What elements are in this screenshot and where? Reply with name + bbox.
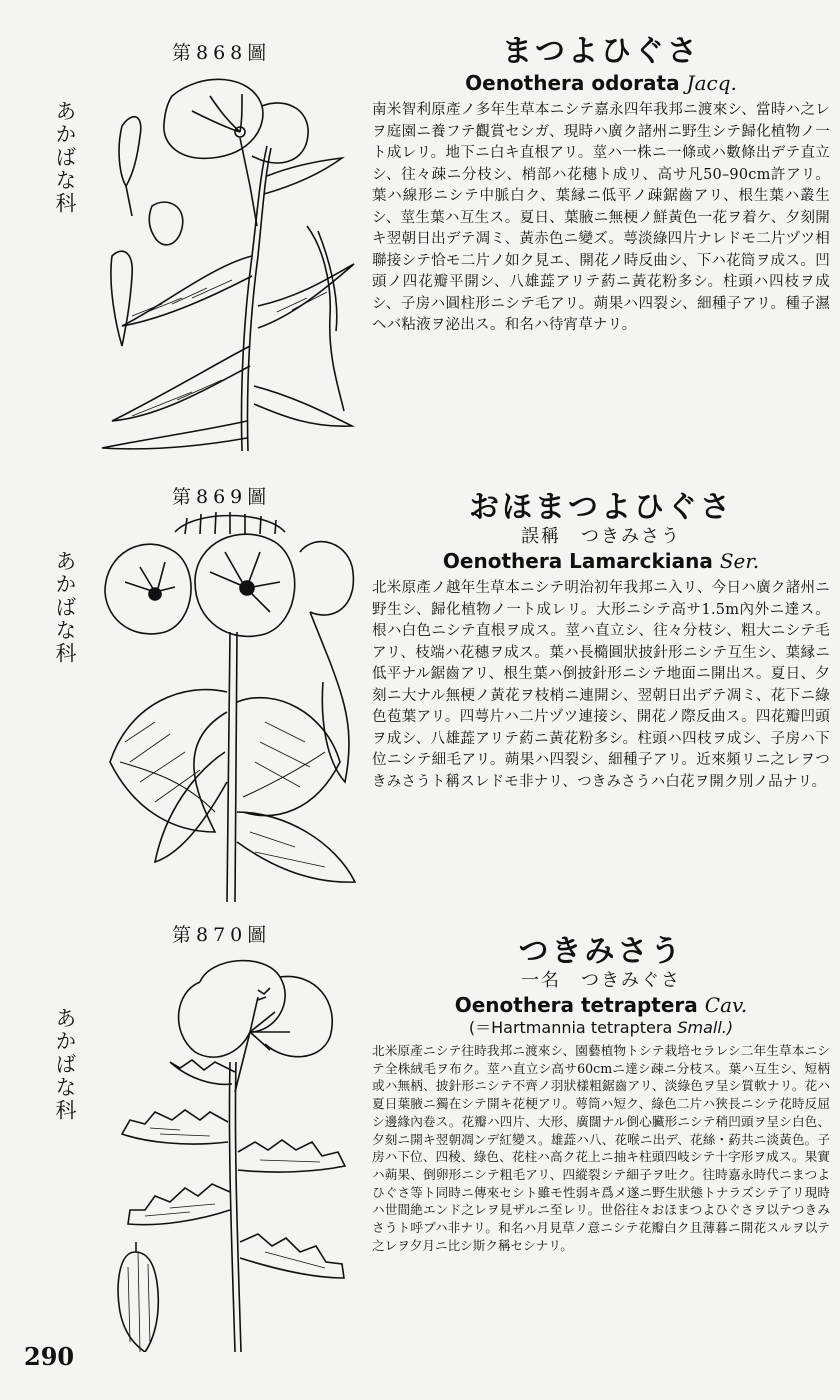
japanese-name: まつよひぐさ (502, 34, 700, 69)
alternate-name: 一名 つきみぐさ (521, 970, 681, 991)
page-number: 290 (24, 1342, 75, 1371)
entry-869 (0, 470, 840, 910)
japanese-name: つきみさう (518, 934, 684, 969)
scientific-name (372, 548, 830, 574)
plant-illustration (95, 512, 365, 902)
synonym-author: Small.) (677, 1018, 734, 1037)
japanese-name: おほまつよひぐさ (469, 490, 733, 525)
family-label: あかばな科 (53, 100, 77, 215)
genus-species: Oenothera Lamarckiana (442, 549, 713, 573)
entry-text (372, 490, 830, 793)
entry-870 (0, 912, 840, 1352)
author: Jacq. (686, 71, 737, 95)
plant-illustration (100, 952, 360, 1352)
genus-species: Oenothera tetraptera (454, 993, 698, 1017)
author: Cav. (704, 993, 748, 1017)
synonym (372, 1018, 830, 1038)
family-label: あかばな科 (53, 1007, 77, 1122)
entry-868 (0, 0, 840, 470)
entry-text (372, 934, 830, 1254)
figure-label: 第869圖 (172, 486, 272, 508)
figure-label: 第870圖 (172, 924, 272, 946)
entry-text (372, 34, 830, 337)
genus-species: Oenothera odorata (465, 71, 680, 95)
scientific-name (372, 992, 830, 1018)
family-label: あかばな科 (53, 550, 77, 665)
author: Ser. (719, 549, 760, 573)
description: 北米原產ニシテ往時我邦ニ渡來シ、園藝植物トシテ栽培セラレシ二年生草本ニシテ全株絨毛ヲ布ク。莖ハ直立シ高サ60cmニ達シ疎ニ分枝ス。葉ハ互生シ、短柄或ハ無柄、披針形ニシテ不齊ノ羽狀樣粗鋸齒アリ、淡綠色ヲ呈シ質軟ナリ。花ハ夏日葉腋ニ獨在シテ開キ花梗アリ。萼筒ハ短ク、綠色二片ハ狹長ニシテ花時反屈シ邊緣內卷ス。花瓣ハ四片、大形、廣闊ナル倒心臟形ニシテ稍凹頭ヲ呈シ白色、夕刻ニ開キ翌朝凋ンデ紅變ス。雄蕋ハ八、花喉ニ出デ、花絲・葯共ニ淡黃色。子房ハ下位、四稜、綠色、花柱ハ高ク花上ニ抽キ柱頭四岐シテ十字形ヲ成ス。果實ハ蒴果、倒卵形ニシテ粗毛アリ、四縱裂シテ細子ヲ吐ク。往時嘉永時代ニまつよひぐさ等ト同時ニ傳來セシト雖モ性弱キ爲メ遂ニ野生狀態トナラズシテ了リ現時ハ世間絶エンド之レヲ見ザルニ至レリ。世俗往々おほまつよひぐさヲ以テつきみさうト呼ブハ非ナリ。和名ハ月見草ノ意ニシテ花瓣白ク且薄暮ニ開花スルヲ以テ之レヲ夕月ニ比シ斯ク稱セシナリ。 (372, 1043, 830, 1253)
alternate-name: 誤稱 つきみさう (521, 526, 681, 547)
synonym-name: (＝Hartmannia tetraptera (468, 1018, 673, 1037)
description: 北米原產ノ越年生草本ニシテ明治初年我邦ニ入リ、今日ハ廣ク諸州ニ野生シ、歸化植物ノ一ト成レリ。大形ニシテ高サ1.5m內外ニ達ス。根ハ白色ニシテ直根ヲ成ス。莖ハ直立シ、往々分枝シ、粗大ニシテ毛アリ、枝端ハ花穗ヲ成ス。葉ハ長橢圓狀披針形ニシテ互生シ、葉縁ニ低平ナル鋸齒アリ、根生葉ハ倒披針形ニシテ地面ニ開出ス。夏日、夕刻ニ大ナル無梗ノ黃花ヲ枝梢ニ連開シ、翌朝日出デテ凋ミ、花下ニ綠色苞葉アリ。四萼片ハ二片ヅツ連接シ、開花ノ際反曲ス。四花瓣凹頭ヲ成シ、八雄蕋アリテ葯ニ黃花粉多シ。柱頭ハ四枝ヲ成シ、子房ハ下位ニシテ細毛アリ。蒴果ハ四裂シ、細種子アリ。近來頻リニ之レヲつきみさうト稱スレドモ非ナリ、つきみさうハ白花ヲ開ク別ノ品ナリ。 (372, 580, 830, 790)
scientific-name (372, 70, 830, 96)
description: 南米智利原產ノ多年生草本ニシテ嘉永四年我邦ニ渡來シ、當時ハ之レヲ庭園ニ養フテ觀賞セシガ、現時ハ廣ク諸州ニ野生シテ歸化植物ノ一ト成レリ。地下ニ白キ直根アリ。莖ハ一株ニ一條或ハ數條出デテ直立シ、往々疎ニ分枝シ、梢部ハ花穗ト成リ、高サ凡50–90cm許アリ。葉ハ線形ニシテ中脈白ク、葉縁ニ低平ノ疎鋸齒アリ、根生葉ハ叢生シ、莖生葉ハ互生ス。夏日、葉腋ニ無梗ノ鮮黃色一花ヲ着ケ、夕刻開キ翌朝日出デテ凋ミ、黃赤色ニ變ズ。萼淡綠四片ナレドモ二片ヅツ相聯接シテ恰モ二片ノ如ク見エ、開花ノ時反曲シ、下ハ花筒ヲ成ス。凹頭ノ四花瓣平開シ、八雄蕋アリテ葯ニ黃花粉多シ。柱頭ハ四枝ヲ成シ、子房ハ圓柱形ニシテ毛アリ。蒴果ハ四裂シ、細種子アリ。種子濕ヘバ粘液ヲ泌出ス。和名ハ待宵草ナリ。 (372, 102, 830, 333)
figure-label: 第868圖 (172, 42, 272, 64)
plant-illustration (92, 66, 362, 456)
